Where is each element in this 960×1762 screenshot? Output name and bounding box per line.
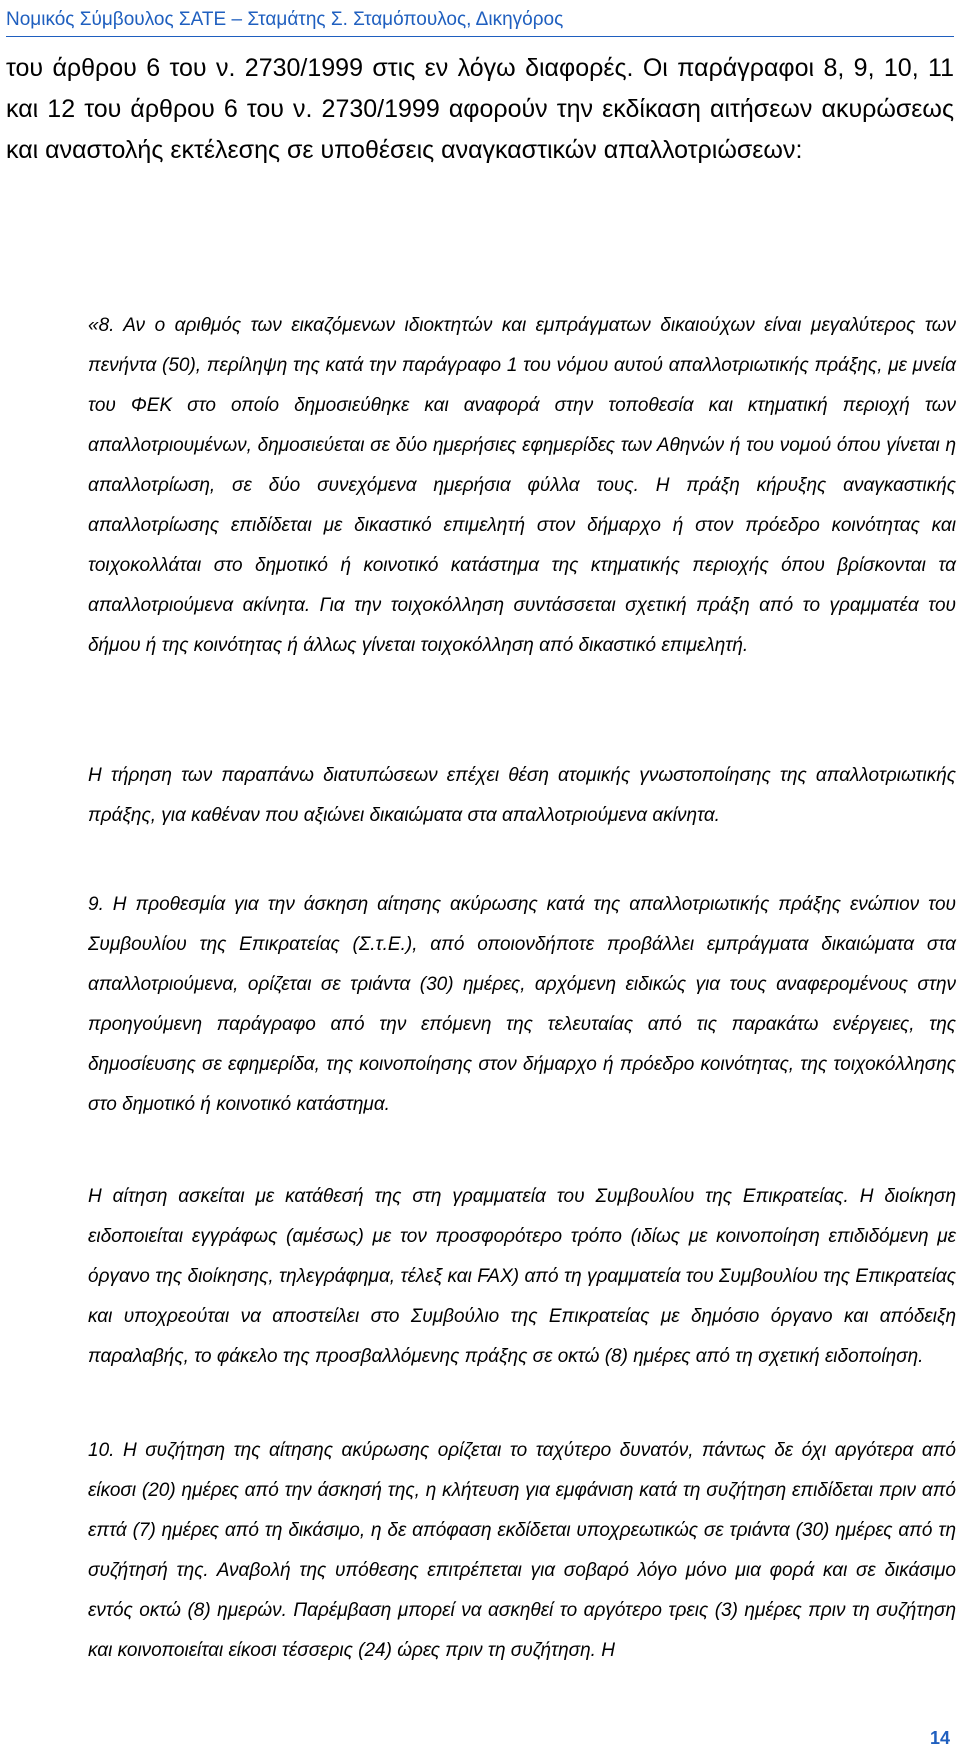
intro-paragraph: του άρθρου 6 του ν. 2730/1999 στις εν λόγω διαφορές. Οι παράγραφοι 8, 9, 10, 11 και 12 του άρθρου 6 του ν. 2730/1999 αφορούν την εκδίκαση αιτήσεων ακυρώσεως και αναστολής εκτέλεσης σε υποθέσεις αναγκαστικών απαλλοτριώσεων: bbox=[6, 54, 954, 164]
page-number: 14 bbox=[929, 1728, 950, 1748]
paragraph-10: 10. Η συζήτηση της αίτησης ακύρωσης ορίζεται το ταχύτερο δυνατόν, πάντως δε όχι αργότερα από είκοσι (20) ημέρες από την άσκησή της, η κλήτευση για εμφάνιση κατά τη συζήτηση επιδίδεται πριν από επτά (7) ημέρες από τη δικάσιμο, η δε απόφαση εκδίδεται υποχρεωτικώς σε τριάντα (30) ημέρες από τη συζήτησή της. Αναβολή της υπόθεσης επιτρέπεται για σοβαρό λόγο μόνο μια φορά και σε δικάσιμο εντός οκτώ (8) ημερών. Παρέμβαση μπορεί να ασκηθεί το αργότερο τρεις (3) ημέρες πριν τη συζήτηση και κοινοποιείται είκοσι τέσσερις (24) ώρες πριν τη συζήτηση. Η bbox=[88, 1440, 956, 1661]
paragraph-8-continued: Η τήρηση των παραπάνω διατυπώσεων επέχει θέση ατομικής γνωστοποίησης της απαλλοτριωτικής πράξης, για καθέναν που αξιώνει δικαιώματα στα απαλλοτριούμενα ακίνητα. bbox=[88, 765, 956, 826]
paragraph-8: «8. Αν ο αριθμός των εικαζόμενων ιδιοκτητών και εμπράγματων δικαιούχων είναι μεγαλύτερος των πενήντα (50), περίληψη της κατά την παράγραφο 1 του νόμου αυτού απαλλοτριωτικής πράξης, με μνεία του ΦΕΚ στο οποίο δημοσιεύθηκε και αναφορά στην τοποθεσία και κτηματική περιοχή των απαλλοτριουμένων, δημοσιεύεται σε δύο ημερήσιες εφημερίδες των Αθηνών ή του νομού όπου γίνεται η απαλλοτρίωση, σε δύο συνεχόμενα ημερήσια φύλλα τους. Η πράξη κήρυξης αναγκαστικής απαλλοτρίωσης επιδίδεται με δικαστικό επιμελητή στον δήμαρχο ή στον πρόεδρο κοινότητας και τοιχοκολλάται στο δημοτικό ή κοινοτικό κατάστημα της κτηματικής περιοχής όπου βρίσκονται τα απαλλοτριούμενα ακίνητα. Για την τοιχοκόλληση συντάσσεται σχετική πράξη από το γραμματέα του δήμου ή της κοινότητας ή άλλως γίνεται τοιχοκόλληση από δικαστικό επιμελητή. bbox=[88, 315, 956, 656]
page-header: Νομικός Σύμβουλος ΣΑΤΕ – Σταμάτης Σ. Σταμόπουλος, Δικηγόρος bbox=[6, 8, 954, 37]
paragraph-9: 9. Η προθεσμία για την άσκηση αίτησης ακύρωσης κατά της απαλλοτριωτικής πράξης ενώπιον του Συμβουλίου της Επικρατείας (Σ.τ.Ε.), από οποιονδήποτε προβάλλει εμπράγματα δικαιώματα στα απαλλοτριούμενα, ορίζεται σε τριάντα (30) ημέρες, αρχόμενη ειδικώς για τους αναφερομένους στην προηγούμενη παράγραφο από την επόμενη της τελευταίας από τις παρακάτω ενέργειες, της δημοσίευσης σε εφημερίδα, της κοινοποίησης στον δήμαρχο ή πρόεδρο κοινότητας, της τοιχοκόλλησης στο δημοτικό ή κοινοτικό κατάστημα. bbox=[88, 894, 956, 1115]
paragraph-9-continued: Η αίτηση ασκείται με κατάθεσή της στη γραμματεία του Συμβουλίου της Επικρατείας. Η διοίκηση ειδοποιείται εγγράφως (αμέσως) με τον προσφορότερο τρόπο (ιδίως με κοινοποίηση επιδιδόμενη με όργανο της διοίκησης, τηλεγράφημα, τέλεξ και FAX) από τη γραμματεία του Συμβουλίου της Επικρατείας και υποχρεούται να αποστείλει στο Συμβούλιο της Επικρατείας με δημόσιο όργανο και απόδειξη παραλαβής, το φάκελο της προσβαλλόμενης πράξης σε οκτώ (8) ημέρες από τη σχετική ειδοποίηση. bbox=[88, 1186, 956, 1367]
